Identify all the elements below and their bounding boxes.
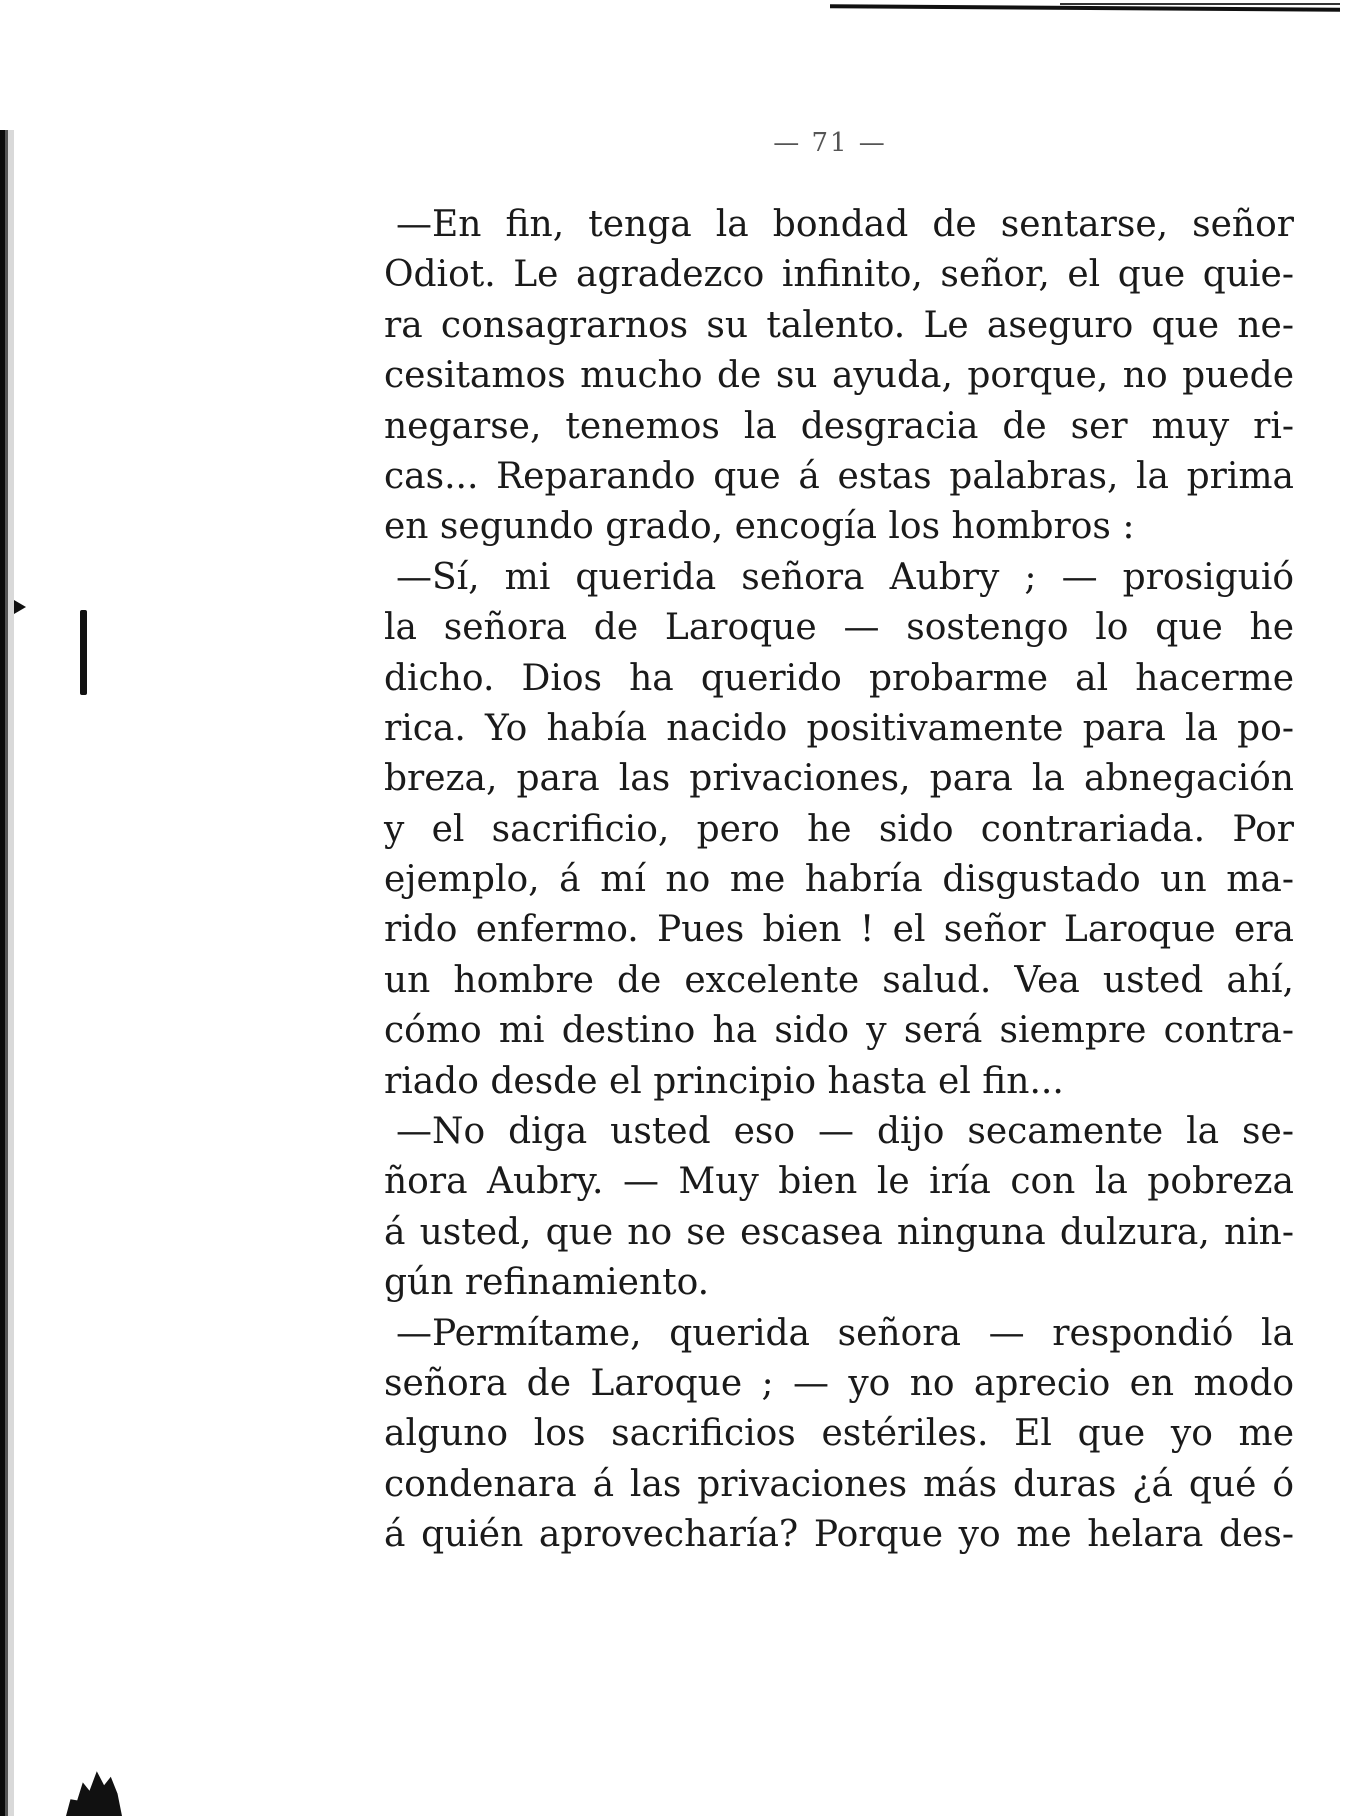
text-line: cas... Reparando que á estas palabras, la prima — [384, 455, 1294, 497]
text-line: cesitamos mucho de su ayuda, porque, no puede — [384, 355, 1294, 397]
text-line: señora de Laroque ; — yo no aprecio en modo — [384, 1362, 1294, 1404]
page-number: — 71 — — [773, 128, 887, 158]
text-line: á usted, que no se escasea ninguna dulzura, nin- — [384, 1211, 1294, 1253]
text-line: en segundo grado, encogía los hombros : — [384, 506, 1135, 548]
text-line: condenara á las privaciones más duras ¿á qué ó — [384, 1463, 1294, 1505]
body-text — [384, 200, 1294, 1561]
scan-artifact — [80, 610, 87, 695]
text-line: y el sacrificio, pero he sido contrariada. Por — [384, 808, 1294, 850]
text-line: —En fin, tenga la bondad de sentarse, señor — [396, 204, 1294, 245]
text-line: la señora de Laroque — sostengo lo que he — [384, 607, 1294, 649]
text-line: —Permítame, querida señora — respondió la — [396, 1312, 1294, 1354]
text-line: un hombre de excelente salud. Vea usted ahí, — [384, 959, 1294, 1001]
text-line: riado desde el principio hasta el fin... — [384, 1060, 1064, 1102]
text-line: ejemplo, á mí no me habría disgustado un ma- — [384, 859, 1294, 901]
text-line: rica. Yo había nacido positivamente para la po- — [384, 707, 1294, 749]
scan-artifact — [14, 600, 26, 614]
text-line: rido enfermo. Pues bien ! el señor Laroque era — [384, 909, 1294, 951]
text-line: ñora Aubry. — Muy bien le iría con la pobreza — [384, 1161, 1294, 1203]
text-line: ra consagrarnos su talento. Le aseguro que ne- — [384, 304, 1294, 346]
text-line: Odiot. Le agradezco infinito, señor, el que quie- — [384, 254, 1294, 296]
scan-artifact — [66, 1760, 122, 1816]
text-line: —No diga usted eso — dijo secamente la se- — [396, 1111, 1294, 1153]
text-line: cómo mi destino ha sido y será siempre contra- — [384, 1010, 1294, 1052]
scan-edge-line — [1060, 3, 1340, 5]
text-line: alguno los sacrificios estériles. El que yo me — [384, 1413, 1294, 1455]
text-line: dicho. Dios ha querido probarme al hacerme — [384, 657, 1294, 699]
text-line: negarse, tenemos la desgracia de ser muy ri- — [384, 405, 1294, 447]
scan-binding-edge — [0, 130, 14, 1816]
scan-edge-line — [830, 4, 1340, 12]
text-line: gún refinamiento. — [384, 1262, 710, 1304]
text-line: —Sí, mi querida señora Aubry ; — prosiguió — [396, 556, 1294, 598]
text-line: breza, para las privaciones, para la abnegación — [384, 758, 1294, 800]
text-line: á quién aprovecharía? Porque yo me helara des- — [384, 1514, 1294, 1556]
